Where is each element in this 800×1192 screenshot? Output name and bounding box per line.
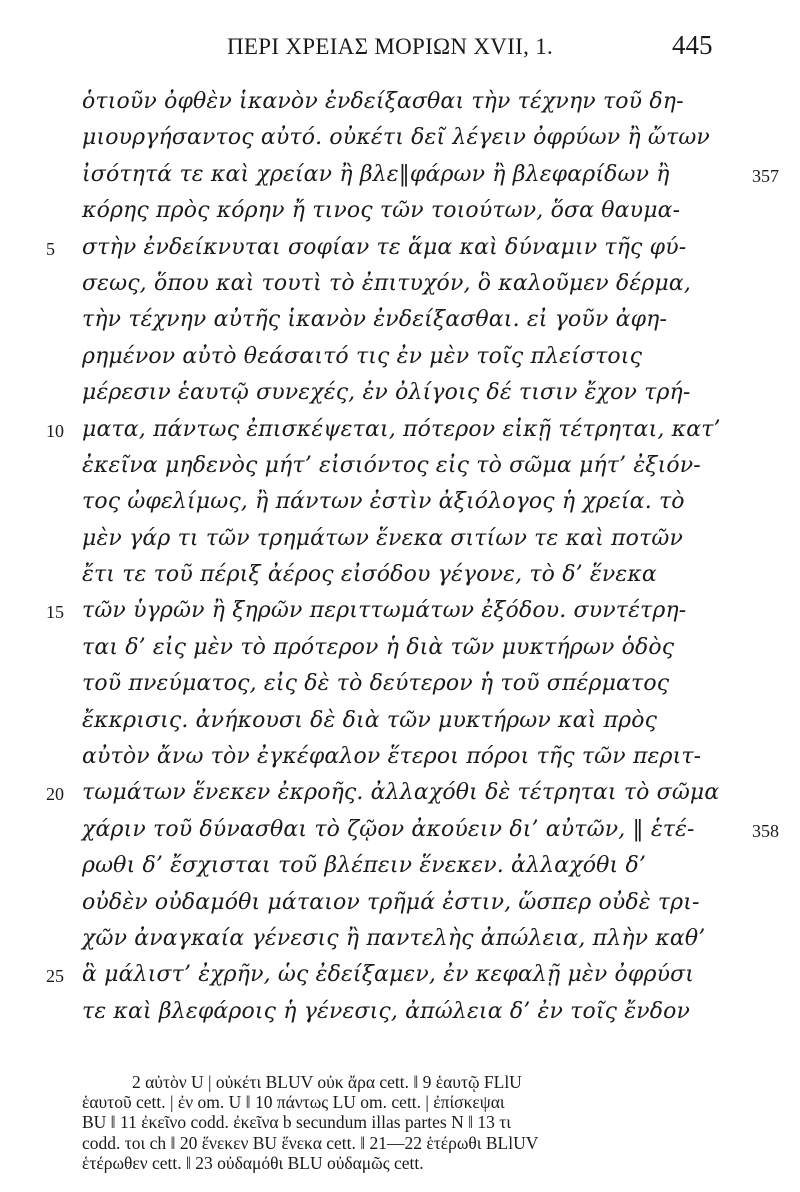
line-text: χάριν τοῦ δύνασθαι τὸ ζῷον ἀκούειν δι’ αὐτῶν, ‖ ἑτέ- bbox=[82, 816, 695, 842]
line-text: ἃ μάλιστ’ ἐχρῆν, ὡς ἐδείξαμεν, ἐν κεφαλῇ μὲν ὀφρύσι bbox=[82, 962, 695, 988]
line-number: 15 bbox=[46, 602, 64, 623]
line-text: ρωθι δ’ ἔσχισται τοῦ βλέπειν ἕνεκεν. ἀλλαχόθι δ’ bbox=[82, 853, 646, 879]
text-line bbox=[0, 375, 800, 411]
text-line bbox=[0, 775, 800, 811]
line-text: ται δ’ εἰς μὲν τὸ πρότερον ἡ διὰ τῶν μυκτήρων ὁδὸς bbox=[82, 634, 675, 660]
line-text: οὐδὲν οὐδαμόθι μάταιον τρῆμά ἐστιν, ὥσπερ οὐδὲ τρι- bbox=[82, 889, 700, 915]
line-number: 25 bbox=[46, 966, 64, 987]
line-text: ἔτι τε τοῦ πέριξ ἀέρος εἰσόδου γέγονε, τὸ δ’ ἕνεκα bbox=[82, 562, 657, 588]
text-line bbox=[0, 703, 800, 739]
line-text: ὁτιοῦν ὀφθὲν ἱκανὸν ἐνδείξασθαι τὴν τέχνην τοῦ δη- bbox=[82, 89, 684, 114]
text-line bbox=[0, 557, 800, 593]
text-line bbox=[0, 157, 800, 193]
line-text: ματα, πάντως ἐπισκέψεται, πότερον εἰκῇ τέτρηται, κατ’ bbox=[82, 416, 721, 442]
text-line bbox=[0, 84, 800, 120]
text-line bbox=[0, 666, 800, 702]
text-line bbox=[0, 921, 800, 957]
text-line bbox=[0, 812, 800, 848]
text-line bbox=[0, 339, 800, 375]
text-line bbox=[0, 593, 800, 629]
text-line bbox=[0, 885, 800, 921]
line-text: χῶν ἀναγκαία γένεσις ἢ παντελὴς ἀπώλεια, πλὴν καθ’ bbox=[82, 925, 706, 951]
text-line bbox=[0, 193, 800, 229]
line-text: ρημένον αὐτὸ θεάσαιτό τις ἐν μὲν τοῖς πλείστοις bbox=[82, 343, 643, 369]
running-header bbox=[0, 30, 800, 70]
line-text: μιουργήσαντος αὐτό. οὐκέτι δεῖ λέγειν ὀφρύων ἢ ὤτων bbox=[82, 125, 710, 151]
running-title: ΠΕΡΙ ΧΡΕΙΑΣ ΜΟΡΙΩΝ XVII, 1. bbox=[227, 34, 554, 59]
line-text: τος ὠφελίμως, ἢ πάντων ἐστὶν ἀξιόλογος ἡ χρεία. τὸ bbox=[82, 489, 685, 515]
text-line bbox=[0, 994, 800, 1030]
line-text: τωμάτων ἕνεκεν ἐκροῆς. ἀλλαχόθι δὲ τέτρηται τὸ σῶμα bbox=[82, 780, 720, 806]
text-line bbox=[0, 521, 800, 557]
line-text: ἐκεῖνα μηδενὸς μήτ’ εἰσιόντος εἰς τὸ σῶμα μήτ’ ἐξιόν- bbox=[82, 452, 701, 478]
line-number: 20 bbox=[46, 784, 64, 805]
line-number: 10 bbox=[46, 420, 64, 441]
line-text: ἔκκρισις. ἀνήκουσι δὲ διὰ τῶν μυκτήρων καὶ πρὸς bbox=[82, 707, 658, 733]
main-text bbox=[0, 84, 800, 1030]
apparatus-line: ἑτέρωθεν cett. ‖ 23 οὐδαμόθι BLU οὐδαμῶς cett. bbox=[82, 1152, 424, 1173]
line-text: τὴν τέχνην αὐτῆς ἱκανὸν ἐνδείξασθαι. εἰ γοῦν ἀφη- bbox=[82, 307, 668, 333]
margin-reference: 357 bbox=[752, 165, 779, 186]
line-text: αὐτὸν ἄνω τὸν ἐγκέφαλον ἕτεροι πόροι τῆς τῶν περιτ- bbox=[82, 744, 702, 770]
line-text: τῶν ὑγρῶν ἢ ξηρῶν περιττωμάτων ἐξόδου. συντέτρη- bbox=[82, 598, 687, 624]
apparatus-line: 2 αὐτὸν U | οὐκέτι BLUV οὐκ ἄρα cett. ‖ 9 ἑαυτῷ FLlU bbox=[132, 1072, 522, 1092]
text-line bbox=[0, 230, 800, 266]
line-text: τοῦ πνεύματος, εἰς δὲ τὸ δεύτερον ἡ τοῦ σπέρματος bbox=[82, 671, 670, 697]
line-text: ἰσότητά τε καὶ χρείαν ἢ βλε‖φάρων ἢ βλεφαρίδων ἢ bbox=[82, 161, 670, 187]
text-line bbox=[0, 739, 800, 775]
apparatus-line: ἑαυτοῦ cett. | ἐν om. U ‖ 10 πάντως LU om. cett. | ἐπίσκεψαι bbox=[82, 1092, 505, 1113]
text-line bbox=[0, 120, 800, 156]
text-line bbox=[0, 412, 800, 448]
apparatus-line: codd. τοι ch ‖ 20 ἕνεκεν BU ἕνεκα cett. ‖ 21—22 ἑτέρωθι BLlUV bbox=[82, 1132, 539, 1153]
line-text: μὲν γάρ τι τῶν τρημάτων ἕνεκα σιτίων τε καὶ ποτῶν bbox=[82, 525, 684, 551]
line-text: μέρεσιν ἑαυτῷ συνεχές, ἐν ὀλίγοις δέ τισιν ἔχον τρή- bbox=[82, 380, 691, 406]
page-number: 445 bbox=[672, 30, 713, 60]
text-line bbox=[0, 957, 800, 993]
line-number: 5 bbox=[46, 238, 55, 259]
critical-apparatus bbox=[82, 1072, 752, 1173]
margin-reference: 358 bbox=[752, 820, 779, 841]
text-line bbox=[0, 302, 800, 338]
text-line bbox=[0, 448, 800, 484]
line-text: κόρης πρὸς κόρην ἤ τινος τῶν τοιούτων, ὅσα θαυμα- bbox=[82, 198, 681, 224]
line-text: σεως, ὅπου καὶ τουτὶ τὸ ἐπιτυχόν, ὃ καλοῦμεν δέρμα, bbox=[82, 270, 691, 296]
apparatus-line: BU ‖ 11 ἐκεῖνο codd. ἐκεῖνα b secundum illas partes N ‖ 13 τι bbox=[82, 1112, 511, 1133]
text-line bbox=[0, 266, 800, 302]
line-text: στὴν ἐνδείκνυται σοφίαν τε ἅμα καὶ δύναμιν τῆς φύ- bbox=[82, 234, 687, 260]
text-line bbox=[0, 630, 800, 666]
text-line bbox=[0, 848, 800, 884]
text-line bbox=[0, 484, 800, 520]
line-text: τε καὶ βλεφάροις ἡ γένεσις, ἀπώλεια δ’ ἐν τοῖς ἔνδον bbox=[82, 998, 691, 1024]
